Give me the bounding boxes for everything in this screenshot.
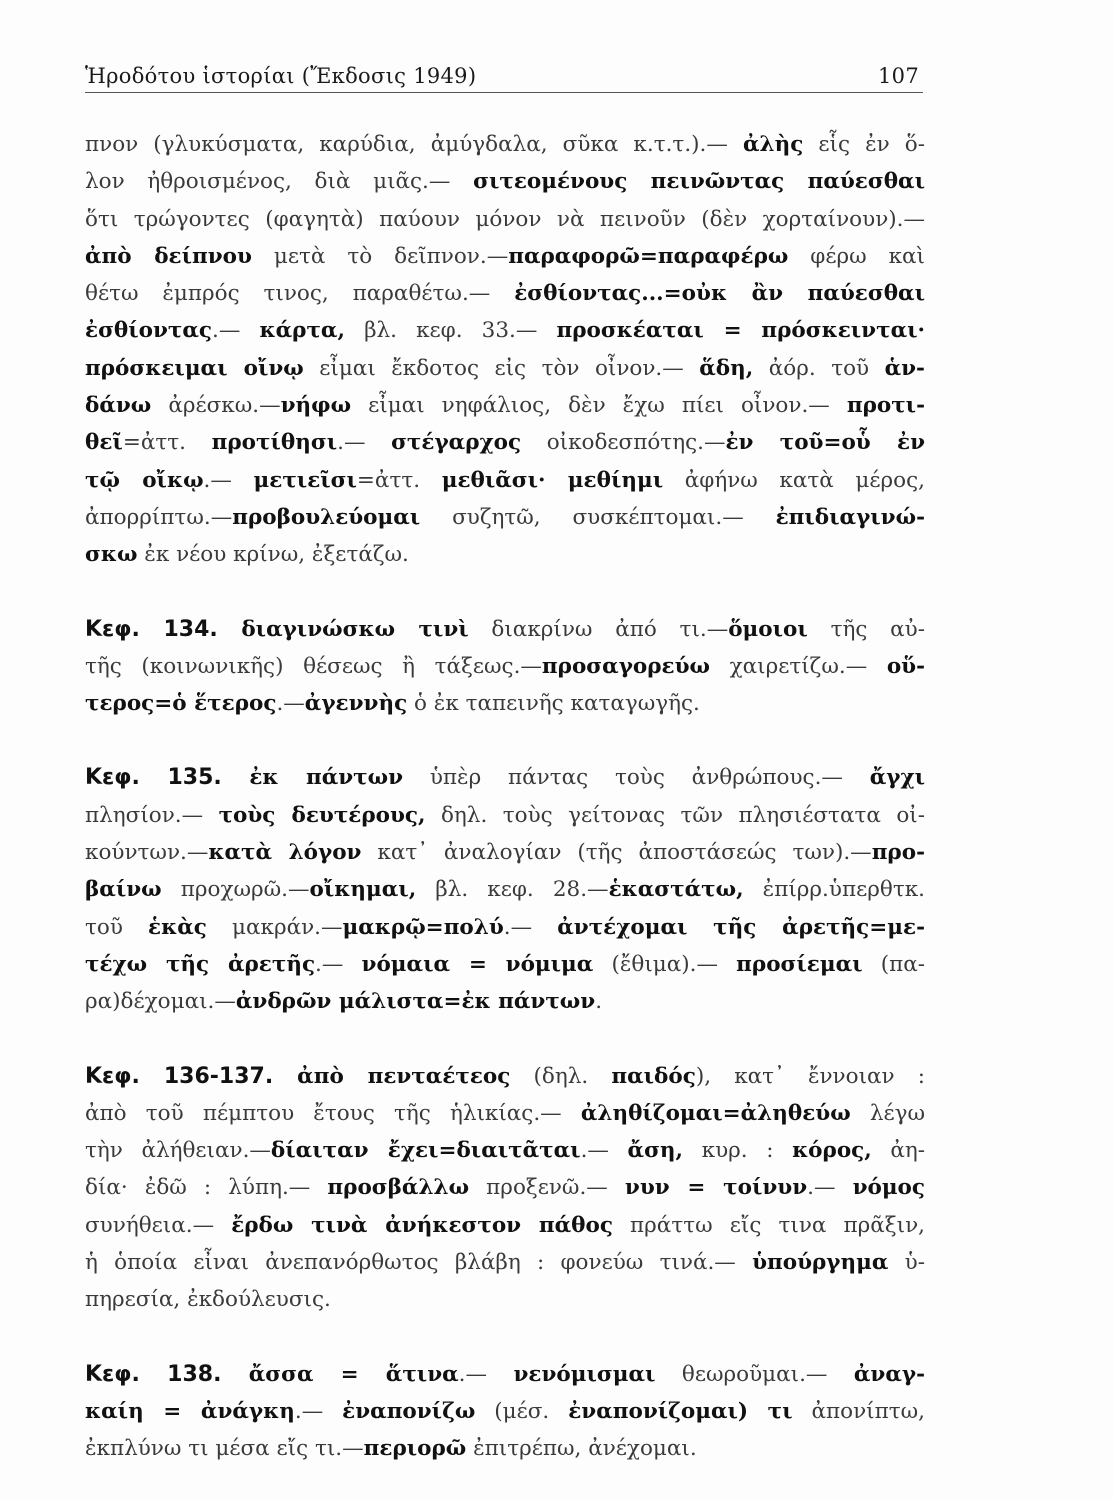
lemma-term: ἁν- bbox=[884, 355, 925, 381]
gloss-text: οἰκοδεσπότης.— bbox=[521, 430, 726, 456]
page-number: 107 bbox=[878, 64, 919, 88]
gloss-text: τῆς (κοινωνικῆς) θέσεως ἢ τάξεως.— bbox=[85, 653, 542, 679]
lemma-term: μεθιᾶσι· μεθίημι bbox=[441, 467, 664, 493]
lemma-term: περιορῶ bbox=[363, 1436, 467, 1462]
chapter-heading: Κεφ. 138. bbox=[85, 1361, 249, 1387]
lemma-term: σιτεομένους πεινῶντας παύεσθαι bbox=[473, 169, 925, 195]
gloss-text: ὑπὲρ πάντας τοὺς ἀνθρώπους.— bbox=[403, 765, 870, 791]
gloss-text: συνήθεια.— bbox=[85, 1212, 232, 1238]
lemma-term: προσαγορεύω bbox=[541, 653, 710, 679]
gloss-text: ρα)δέχομαι.— bbox=[85, 989, 236, 1015]
gloss-text: =ἀττ. bbox=[122, 430, 212, 456]
lemma-term: παραφορῶ=παραφέρω bbox=[508, 243, 789, 269]
text-line bbox=[85, 1244, 925, 1281]
lemma-term: ἑκὰς bbox=[148, 914, 207, 940]
lemma-term: προτίθησι bbox=[211, 430, 338, 456]
gloss-text: .— bbox=[294, 1398, 343, 1424]
gloss-text: .— bbox=[315, 951, 362, 977]
text-line bbox=[85, 201, 925, 238]
lemma-term: ἅδη, bbox=[699, 355, 754, 381]
gloss-text: .— bbox=[807, 1175, 853, 1201]
lemma-term: οἴκημαι, bbox=[309, 877, 417, 903]
lemma-term: ἄση, bbox=[627, 1138, 684, 1164]
lemma-term: ἀλὴς bbox=[742, 132, 804, 157]
text-line bbox=[85, 126, 925, 163]
gloss-text: μακράν.— bbox=[206, 914, 343, 940]
gloss-text: πνον (γλυκύσματα, καρύδια, ἀμύγδαλα, σῦκα κ.τ.τ.).— bbox=[85, 132, 743, 157]
gloss-text: εἶμαι ἔκδοτος εἰς τὸν οἶνον.— bbox=[303, 355, 700, 381]
lemma-term: ἐν τοῦ=οὗ ἐν bbox=[725, 430, 925, 456]
paragraph-gap bbox=[85, 722, 925, 759]
lemma-term: διαγινώσκω τινὶ bbox=[241, 616, 469, 642]
gloss-text: ἐπιτρέπω, ἀνέχομαι. bbox=[466, 1436, 697, 1462]
chapter-paragraph bbox=[85, 611, 925, 723]
gloss-text: =ἀττ. bbox=[356, 467, 442, 493]
page-body bbox=[85, 126, 925, 1468]
gloss-text: ὑ- bbox=[888, 1250, 925, 1276]
lemma-term: παιδός bbox=[611, 1063, 696, 1089]
gloss-text: συζητῶ, συσκέπτομαι.— bbox=[420, 504, 776, 530]
lemma-term: προσίεμαι bbox=[736, 951, 863, 977]
text-line bbox=[85, 350, 925, 387]
gloss-text: (ἔθιμα).— bbox=[593, 951, 737, 977]
lemma-term: ἀνδρῶν μάλιστα=ἐκ πάντων bbox=[235, 989, 596, 1015]
gloss-text: εἷς ἐν ὅ- bbox=[803, 132, 925, 157]
lemma-term: βαίνω bbox=[85, 877, 162, 903]
text-line bbox=[85, 1132, 925, 1169]
lemma-term: καίη = ἀνάγκη bbox=[85, 1398, 295, 1424]
gloss-text: κυρ. : bbox=[683, 1138, 793, 1164]
lemma-term: ἐσθίοντας bbox=[85, 318, 213, 344]
gloss-text: διακρίνω ἀπό τι.— bbox=[468, 616, 729, 642]
lemma-term: μακρῷ=πολύ bbox=[342, 914, 504, 940]
gloss-text: χαιρετίζω.— bbox=[710, 653, 887, 679]
chapter-heading: Κεφ. 136-137. bbox=[85, 1063, 298, 1089]
gloss-text: .— bbox=[458, 1361, 514, 1387]
lemma-term: ἐναπονίζομαι) τι bbox=[568, 1398, 793, 1424]
lemma-term: δάνω bbox=[85, 393, 152, 419]
text-line bbox=[85, 611, 925, 648]
text-line bbox=[85, 648, 925, 685]
lemma-term: ἀληθίζομαι=ἀληθεύω bbox=[580, 1100, 851, 1126]
gloss-text: (πα- bbox=[862, 951, 925, 977]
lemma-term: κατὰ λόγον bbox=[208, 840, 362, 866]
chapter-paragraph bbox=[85, 1356, 925, 1468]
text-line bbox=[85, 312, 925, 349]
lemma-term: ἀγεννὴς bbox=[304, 691, 408, 717]
gloss-text: ἐκ νέου κρίνω, ἐξετάζω. bbox=[137, 542, 409, 568]
lemma-term: ἐσθίοντας...=οὐκ ἂν παύεσθαι bbox=[514, 281, 925, 307]
text-line bbox=[85, 1207, 925, 1244]
gloss-text: .— bbox=[337, 430, 392, 456]
text-line bbox=[85, 424, 925, 461]
lemma-term: ἀπὸ δείπνου bbox=[85, 243, 252, 269]
gloss-text: κούντων.— bbox=[85, 840, 209, 866]
lemma-term: τέχω τῆς ἀρετῆς bbox=[85, 951, 316, 977]
chapter-heading: Κεφ. 135. bbox=[85, 765, 250, 791]
gloss-text: ἀπονίπτω, bbox=[792, 1398, 925, 1424]
chapter-paragraph bbox=[85, 1058, 925, 1319]
gloss-text: προξενῶ.— bbox=[469, 1175, 625, 1201]
gloss-text: βλ. κεφ. 28.— bbox=[416, 877, 609, 903]
text-line bbox=[85, 1169, 925, 1206]
lemma-term: ἐναπονίζω bbox=[342, 1398, 476, 1424]
text-line bbox=[85, 163, 925, 200]
lemma-term: ἑκαστάτω, bbox=[608, 877, 744, 903]
text-line bbox=[85, 797, 925, 834]
text-line bbox=[85, 238, 925, 275]
lemma-term: κάρτα, bbox=[259, 318, 345, 344]
lemma-term: νόμαια = νόμιμα bbox=[361, 951, 594, 977]
gloss-text: ἡ ὁποία εἶναι ἀνεπανόρθωτος βλάβη : φονεύω τινά.— bbox=[85, 1250, 753, 1276]
paragraph-gap bbox=[85, 1319, 925, 1356]
text-line bbox=[85, 685, 925, 722]
lemma-term: ἄσσα = ἅτινα bbox=[248, 1361, 459, 1387]
gloss-text: τοῦ bbox=[85, 914, 149, 940]
text-line bbox=[85, 834, 925, 871]
gloss-text: προχωρῶ.— bbox=[161, 877, 310, 903]
gloss-text: .— bbox=[276, 691, 305, 717]
lemma-term: προτι- bbox=[846, 393, 925, 419]
lemma-term: ἀναγ- bbox=[853, 1361, 925, 1387]
text-line bbox=[85, 1393, 925, 1430]
gloss-text: . bbox=[595, 989, 603, 1015]
gloss-text: ὅτι τρώγοντες (φαγητὰ) παύουν μόνον νὰ πεινοῦν (δὲν χορταίνουν).— bbox=[85, 206, 925, 232]
lemma-term: τῷ οἴκῳ bbox=[85, 467, 204, 493]
text-line bbox=[85, 499, 925, 536]
gloss-text: ὁ ἐκ ταπεινῆς καταγωγῆς. bbox=[407, 691, 700, 717]
lemma-term: δίαιταν ἔχει=διαιτᾶται bbox=[270, 1138, 581, 1164]
gloss-text: .— bbox=[203, 467, 254, 493]
lemma-term: σκω bbox=[85, 542, 138, 568]
gloss-text: .— bbox=[580, 1138, 628, 1164]
gloss-text: ἐπίρρ.ὑπερθτκ. bbox=[743, 877, 925, 903]
gloss-text: θέτω ἐμπρός τινος, παραθέτω.— bbox=[85, 281, 515, 307]
header-title: Ἡροδότου ἱστορίαι (Ἔκδοσις 1949) bbox=[85, 64, 477, 88]
gloss-text: λον ἠθροισμένος, διὰ μιᾶς.— bbox=[85, 169, 474, 195]
text-line bbox=[85, 536, 925, 573]
text-line bbox=[85, 1281, 925, 1318]
chapter-paragraph bbox=[85, 759, 925, 1020]
text-line bbox=[85, 946, 925, 983]
gloss-text: ἀόρ. τοῦ bbox=[753, 355, 885, 381]
text-line bbox=[85, 871, 925, 908]
gloss-text: (δηλ. bbox=[510, 1063, 612, 1089]
gloss-text: ἐκπλύνω τι μέσα εἴς τι.— bbox=[85, 1436, 364, 1462]
lemma-term: νυν = τοίνυν bbox=[624, 1175, 808, 1201]
gloss-text: (μέσ. bbox=[475, 1398, 569, 1424]
gloss-text: ἀφήνω κατὰ μέρος, bbox=[663, 467, 925, 493]
gloss-text: δία· ἐδῶ : λύπη.— bbox=[85, 1175, 328, 1201]
paragraph-continuation bbox=[85, 126, 925, 574]
lemma-term: προβουλεύομαι bbox=[232, 504, 421, 530]
lemma-term: προσκέαται = πρόσκεινται· bbox=[556, 318, 925, 344]
lemma-term: νόμος bbox=[852, 1175, 925, 1201]
text-line bbox=[85, 983, 925, 1020]
paragraph-gap bbox=[85, 574, 925, 611]
gloss-text: βλ. κεφ. 33.— bbox=[344, 318, 557, 344]
text-line bbox=[85, 1430, 925, 1467]
lemma-term: στέγαρχος bbox=[391, 430, 522, 456]
text-line bbox=[85, 1095, 925, 1132]
chapter-heading: Κεφ. 134. bbox=[85, 616, 242, 642]
lemma-term: μετιεῖσι bbox=[253, 467, 357, 493]
gloss-text: ἀπορρίπτω.— bbox=[85, 504, 233, 530]
gloss-text: λέγω bbox=[850, 1100, 925, 1126]
lemma-term: ἄγχι bbox=[869, 765, 925, 791]
gloss-text: εἶμαι νηφάλιος, δὲν ἔχω πίει οἶνον.— bbox=[351, 393, 847, 419]
lemma-term: κόρος, bbox=[792, 1138, 872, 1164]
gloss-text: ἀρέσκω.— bbox=[151, 393, 281, 419]
lemma-term: ἔρδω τινὰ ἀνήκεστον πάθος bbox=[231, 1212, 613, 1238]
lemma-term: ὑπούργημα bbox=[752, 1250, 889, 1276]
lemma-term: προσβάλλω bbox=[327, 1175, 470, 1201]
lemma-term: νενόμισμαι bbox=[513, 1361, 656, 1387]
lemma-term: νήφω bbox=[280, 393, 352, 419]
gloss-text: .— bbox=[503, 914, 558, 940]
lemma-term: τερος=ὁ ἕτερος bbox=[85, 691, 277, 717]
gloss-text: πλησίον.— bbox=[85, 802, 219, 828]
lemma-term: προ- bbox=[871, 840, 925, 866]
gloss-text: .— bbox=[212, 318, 260, 344]
lemma-term: ἐπιδιαγινώ- bbox=[775, 504, 925, 530]
lemma-term: οὕ- bbox=[886, 653, 925, 679]
paragraph-gap bbox=[85, 1021, 925, 1058]
running-header bbox=[85, 58, 923, 93]
lemma-term: θεῖ bbox=[85, 430, 123, 456]
lemma-term: ἐκ πάντων bbox=[249, 765, 404, 791]
lemma-term: τοὺς δευτέρους, bbox=[218, 802, 426, 828]
text-line bbox=[85, 759, 925, 796]
text-line bbox=[85, 1356, 925, 1393]
lemma-term: ὅμοιοι bbox=[728, 616, 808, 642]
gloss-text: ), κατ᾽ ἔννοιαν : bbox=[695, 1063, 925, 1089]
text-line bbox=[85, 387, 925, 424]
gloss-text: θεωροῦμαι.— bbox=[655, 1361, 854, 1387]
text-line bbox=[85, 909, 925, 946]
text-line bbox=[85, 462, 925, 499]
gloss-text: πράττω εἴς τινα πρᾶξιν, bbox=[612, 1212, 925, 1238]
gloss-text: τὴν ἀλήθειαν.— bbox=[85, 1138, 271, 1164]
lemma-term: πρόσκειμαι οἴνῳ bbox=[85, 355, 304, 381]
gloss-text: μετὰ τὸ δεῖπνον.— bbox=[251, 243, 509, 269]
gloss-text: ἀη- bbox=[871, 1138, 925, 1164]
gloss-text: κατ᾽ ἀναλογίαν (τῆς ἀποστάσεώς των).— bbox=[361, 840, 872, 866]
lemma-term: ἀπὸ πενταέτεος bbox=[297, 1063, 511, 1089]
gloss-text: δηλ. τοὺς γείτονας τῶν πλησιέστατα οἰ- bbox=[425, 802, 925, 828]
gloss-text: ἀπὸ τοῦ πέμπτου ἔτους τῆς ἡλικίας.— bbox=[85, 1100, 581, 1126]
lemma-term: ἀντέχομαι τῆς ἀρετῆς=με- bbox=[557, 914, 925, 940]
text-line bbox=[85, 275, 925, 312]
text-line bbox=[85, 1058, 925, 1095]
gloss-text: φέρω καὶ bbox=[788, 243, 925, 269]
gloss-text: τῆς αὐ- bbox=[807, 616, 925, 642]
gloss-text: πηρεσία, ἐκδούλευσις. bbox=[85, 1287, 331, 1313]
